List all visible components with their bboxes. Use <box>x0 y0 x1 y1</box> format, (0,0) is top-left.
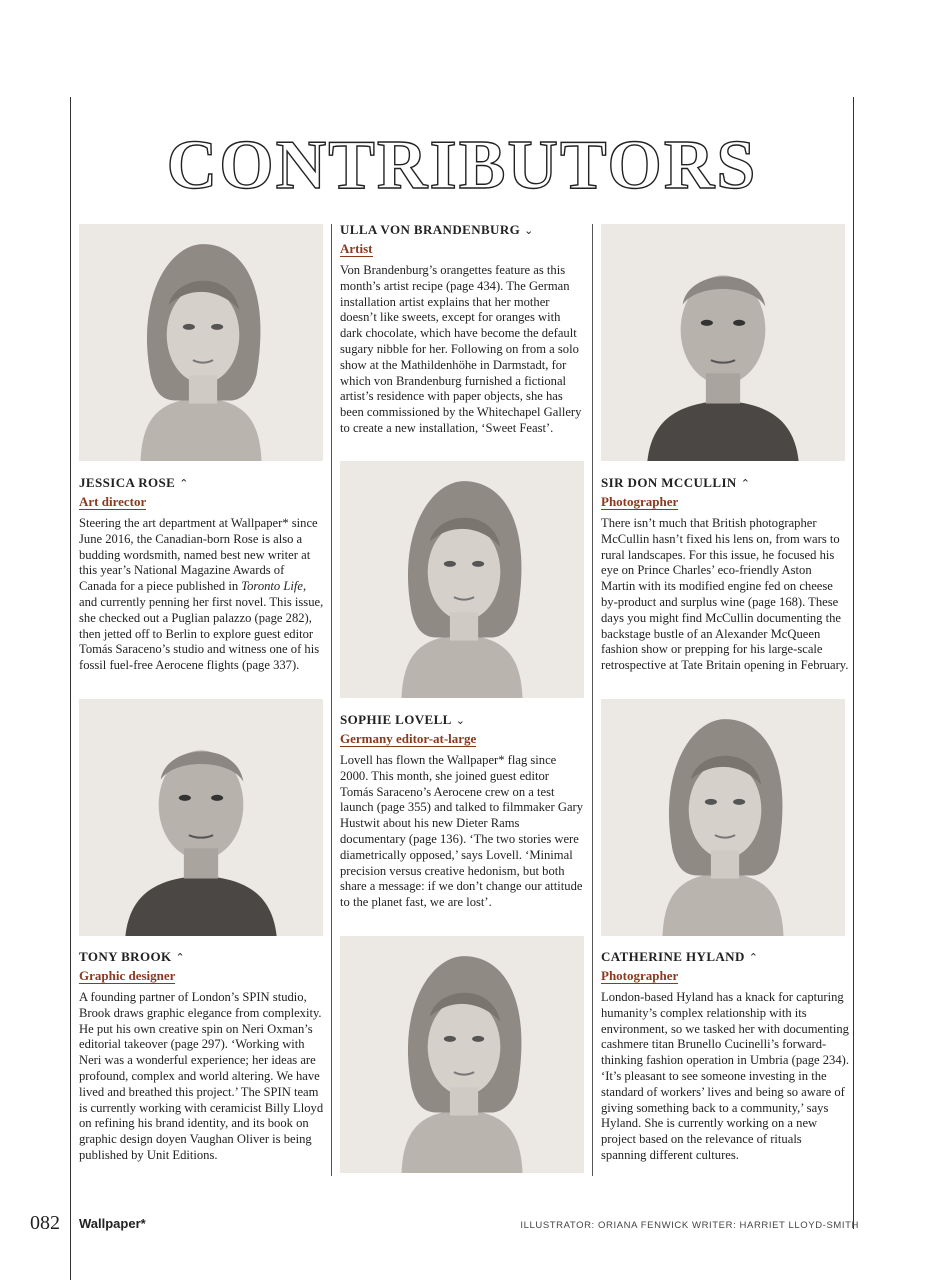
portrait-sophie-lovell <box>340 461 584 698</box>
chevron-down-icon: ⌄ <box>455 715 466 727</box>
contributor-name: JESSICA ROSE <box>79 475 176 490</box>
column-divider-1 <box>331 224 332 1176</box>
page-number: 082 <box>30 1212 60 1234</box>
page-title: CONTRIBUTORS <box>166 126 758 204</box>
contributor-bio: A founding partner of London’s SPIN studio, Brook draws graphic elegance from complexity. He put his own creative spin on Neri Oxman’s editorial takeover (page 297). ‘Working with Neri was a wonderful experience; her ideas are profound, complex and world altering. We have lived and breathed this project.’ The SPIN team is currently working with ceramicist Billy Lloyd on refining his brand identity, and its book on graphic design doyen Vaughan Oliver is being published by Unit Editions. <box>79 990 324 1162</box>
column-divider-2 <box>592 224 593 1176</box>
contributor-role[interactable]: Photographer <box>601 494 679 509</box>
left-rule <box>70 97 71 1280</box>
contributor-catherine-hyland <box>601 949 849 1164</box>
contributor-role[interactable]: Artist <box>340 241 373 256</box>
portrait-don-mccullin <box>601 224 845 461</box>
chevron-up-icon: ⌃ <box>179 478 189 490</box>
man-portrait-icon <box>601 224 845 461</box>
right-rule <box>853 97 854 1229</box>
contributor-bio: London-based Hyland has a knack for capturing humanity’s complex relationship with its environment, so we tasked her with documenting cashmere titan Brunello Cucinelli’s forward-thinking fashion operation in Umbria (page 234). ‘It’s pleasant to see someone investing in the standard of workers’ lives and being so aware of giving something back to a community,’ says Hyland. She is currently working on a new project based on the relevance of rituals spanning different cultures. <box>601 990 849 1162</box>
contributor-role[interactable]: Germany editor-at-large <box>340 731 477 746</box>
contributor-role[interactable]: Photographer <box>601 968 679 983</box>
contributor-name: SOPHIE LOVELL <box>340 712 452 727</box>
contributor-bio: Steering the art department at Wallpaper* since June 2016, the Canadian-born Rose is also a budding wordsmith, named best new writer at this year’s National Magazine Awards of Canada for a piece published in Toronto Life, and currently penning her first novel. This issue, she checked out a Puglian palazzo (page 282), then jetted off to Berlin to explore guest editor Tomás Saraceno’s studio and witness one of his fossil fuel-free Aerocene flights (page 337). <box>79 516 324 673</box>
chevron-up-icon: ⌃ <box>175 952 186 964</box>
credits: ILLUSTRATOR: ORIANA FENWICK WRITER: HARRIET LLOYD-SMITH <box>520 1220 859 1231</box>
contributor-name: TONY BROOK <box>79 949 172 964</box>
contributor-don-mccullin <box>601 475 849 674</box>
woman-portrait-icon <box>340 461 584 698</box>
portrait-tony-brook <box>79 699 323 936</box>
contributor-tony-brook <box>79 949 324 1164</box>
contributor-bio: Von Brandenburg’s orangettes feature as this month’s artist recipe (page 434). The German installation artist explains that her mother doesn’t like sweets, except for oranges with dark chocolate, which have become the default sugary nibble for her. Following on from a solo show at the Mathildenhöhe in Darmstadt, for which von Brandenburg furnished a fictional artist’s residence with paper objects, she has been commissioned by the Whitechapel Gallery to create a new installation, ‘Sweet Feast’. <box>340 263 582 435</box>
contributor-role[interactable]: Art director <box>79 494 147 509</box>
contributor-name: CATHERINE HYLAND <box>601 949 745 964</box>
woman-portrait-icon <box>601 699 845 936</box>
contributor-jessica-rose <box>79 475 324 674</box>
portrait-contributor-column2-bottom <box>340 936 584 1173</box>
portrait-jessica-rose <box>79 224 323 461</box>
woman-portrait-icon <box>340 936 584 1173</box>
man-portrait-icon <box>79 699 323 936</box>
chevron-up-icon: ⌃ <box>748 952 759 964</box>
contributor-ulla-von-brandenburg <box>340 222 585 437</box>
chevron-up-icon: ⌃ <box>740 478 751 490</box>
contributor-name: ULLA VON BRANDENBURG <box>340 222 521 237</box>
contributor-sophie-lovell <box>340 712 585 911</box>
contributor-name: SIR DON MCCULLIN <box>601 475 737 490</box>
brand-logo: Wallpaper* <box>79 1216 146 1231</box>
chevron-down-icon: ⌄ <box>524 225 534 237</box>
contributor-role[interactable]: Graphic designer <box>79 968 176 983</box>
portrait-catherine-hyland <box>601 699 845 936</box>
woman-portrait-icon <box>79 224 323 461</box>
contributor-bio: There isn’t much that British photographer McCullin hasn’t fixed his lens on, from wars to rural landscapes. For this issue, he focused his eye on Prince Charles’ eco-friendly Aston Martin with its modified engine fed on cheese by-product and surplus wine (page 168). These days you might find McCullin documenting the backstage bustle of an Alexander McQueen fashion show or prepping for his large-scale retrospective at Tate Britain opening in February. <box>601 516 849 673</box>
contributor-bio: Lovell has flown the Wallpaper* flag since 2000. This month, she joined guest editor Tomás Saraceno’s Aerocene crew on a test launch (page 355) and talked to filmmaker Gary Hustwit about his new Dieter Rams documentary (page 136). ‘The two stories were diametrically opposed,’ says Lovell. ‘Minimal precision versus creative hedonism, but both share a message: if we don’t change our attitude to the planet fast, we are lost’. <box>340 753 584 910</box>
